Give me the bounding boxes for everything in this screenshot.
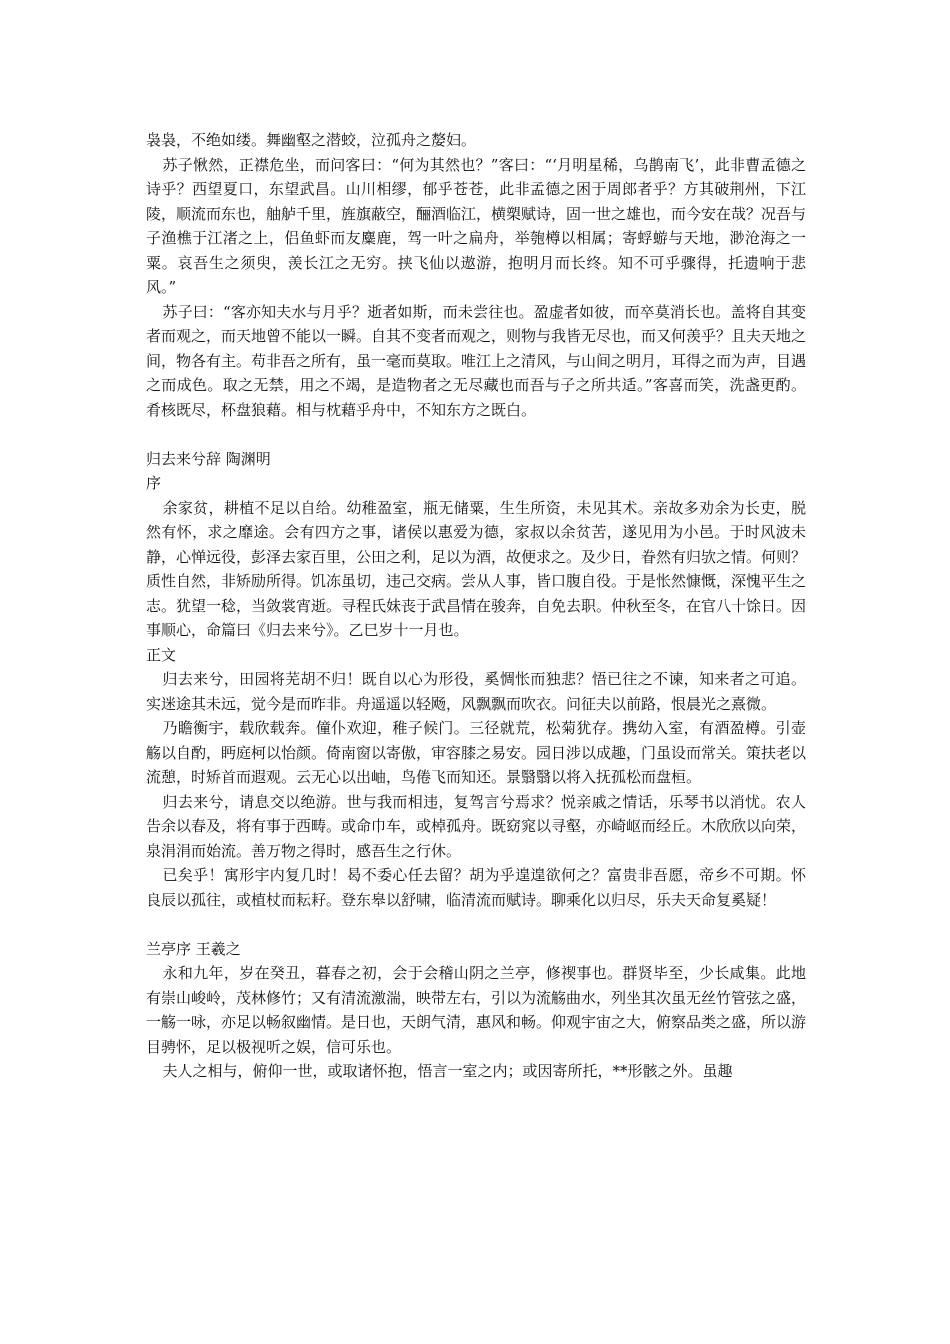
document-page (146, 128, 806, 1084)
guiqulaixi-text-label: 正文 (146, 645, 177, 664)
lantingxu-paragraph-1: 永和九年，岁在癸丑，暮春之初，会于会稽山阴之兰亭，修禊事也。群贤毕至，少长咸集。此地有崇山峻岭，茂林修竹；又有清流激湍，映带左右，引以为流觞曲水，列坐其次虽无丝竹管弦之盛，一觞一咏，亦足以畅叙幽情。是日也，天朗气清，惠风和畅。仰观宇宙之大，俯察品类之盛，所以游目骋怀，足以极视听之娱，信可乐也。 (146, 964, 807, 1056)
guiqulaixi-paragraph-4: 已矣乎！寓形宇内复几时！曷不委心任去留？胡为乎遑遑欲何之？富贵非吾愿，帝乡不可期。怀良辰以孤往，或植杖而耘耔。登东皋以舒啸，临清流而赋诗。聊乘化以归尽，乐夫天命复奚疑！ (146, 866, 806, 909)
chibifu-paragraph-2: 苏子曰：“客亦知夫水与月乎？逝者如斯，而未尝往也。盈虚者如彼，而卒莫消长也。盖将自其变者而观之，而天地曾不能以一瞬。自其不变者而观之，则物与我皆无尽也，而又何羡乎？且夫天地之间，物各有主。苟非吾之所有，虽一毫而莫取。唯江上之清风，与山间之明月，耳得之而为声，目遇之而成色。取之无禁，用之不竭，是造物者之无尽藏也而吾与子之所共适。”客喜而笑，洗盏更酌。肴核既尽，杯盘狼藉。相与枕藉乎舟中，不知东方之既白。 (146, 302, 807, 419)
section-gap (146, 422, 806, 447)
guiqulaixi-paragraph-1: 归去来兮，田园将芜胡不归！既自以心为形役，奚惆怅而独悲？悟已往之不谏，知来者之可追。实迷途其未远，觉今是而昨非。舟遥遥以轻飏，风飘飘而吹衣。问征夫以前路，恨晨光之熹微。 (146, 670, 806, 713)
section-gap (146, 912, 806, 937)
guiqulaixi-paragraph-2: 乃瞻衡宇，载欣载奔。僮仆欢迎，稚子候门。三径就荒，松菊犹存。携幼入室，有酒盈樽。引壶觞以自酌，眄庭柯以怡颜。倚南窗以寄傲，审容膝之易安。园日涉以成趣，门虽设而常关。策扶老以流憩，时矫首而遐观。云无心以出岫，鸟倦飞而知还。景翳翳以将入抚孤松而盘桓。 (146, 719, 807, 786)
lantingxu-paragraph-2: 夫人之相与，俯仰一世，或取诸怀抱，悟言一室之内；或因寄所托，**形骸之外。虽趣 (162, 1062, 733, 1080)
chibifu-paragraph-0: 袅袅，不绝如缕。舞幽壑之潜蛟，泣孤舟之嫠妇。 (146, 131, 477, 149)
chibifu-paragraph-1: 苏子愀然，正襟危坐，而问客曰：“何为其然也？”客曰：“‘月明星稀，乌鹊南飞’，此非曹孟德之诗乎？西望夏口，东望武昌。山川相缪，郁乎苍苍，此非孟德之困于周郎者乎？方其破荆州，下江陵，顺流而东也，舳舻千里，旌旗蔽空，酾酒临江，横槊赋诗，固一世之雄也，而今安在哉？况吾与子渔樵于江渚之上，侣鱼虾而友麋鹿，驾一叶之扁舟，举匏樽以相属；寄蜉蝣与天地，渺沧海之一粟。哀吾生之须臾，羡长江之无穷。挟飞仙以遨游，抱明月而长终。知不可乎骤得，托遗响于悲风。” (146, 155, 807, 296)
lantingxu-title: 兰亭序 王羲之 (146, 939, 241, 958)
guiqulaixi-paragraph-3: 归去来兮，请息交以绝游。世与我而相违，复驾言兮焉求？悦亲戚之情话，乐琴书以消忧。农人告余以春及，将有事于西畴。或命巾车，或棹孤舟。既窈窕以寻壑，亦崎岖而经丘。木欣欣以向荣，泉涓涓而始流。善万物之得时，感吾生之行休。 (146, 792, 807, 860)
guiqulaixi-preface-label: 序 (146, 474, 162, 492)
guiqulaixi-title: 归去来兮辞 陶渊明 (146, 449, 271, 468)
guiqulaixi-preface: 余家贫，耕植不足以自给。幼稚盈室，瓶无储粟，生生所资，未见其术。亲故多劝余为长吏，脱然有怀，求之靡途。会有四方之事，诸侯以惠爱为德，家叔以余贫苦，遂见用为小邑。于时风波未静，心惮远役，彭泽去家百里，公田之利，足以为酒，故便求之。及少日，眷然有归欤之情。何则？质性自然，非矫励所得。饥冻虽切，违己交病。尝从人事，皆口腹自役。于是怅然慷慨，深愧平生之志。犹望一稔，当敛裳宵逝。寻程氏妹丧于武昌情在骏奔，自免去职。仲秋至冬，在官八十馀日。因事顺心，命篇曰《归去来兮》。乙巳岁十一月也。 (146, 498, 807, 639)
